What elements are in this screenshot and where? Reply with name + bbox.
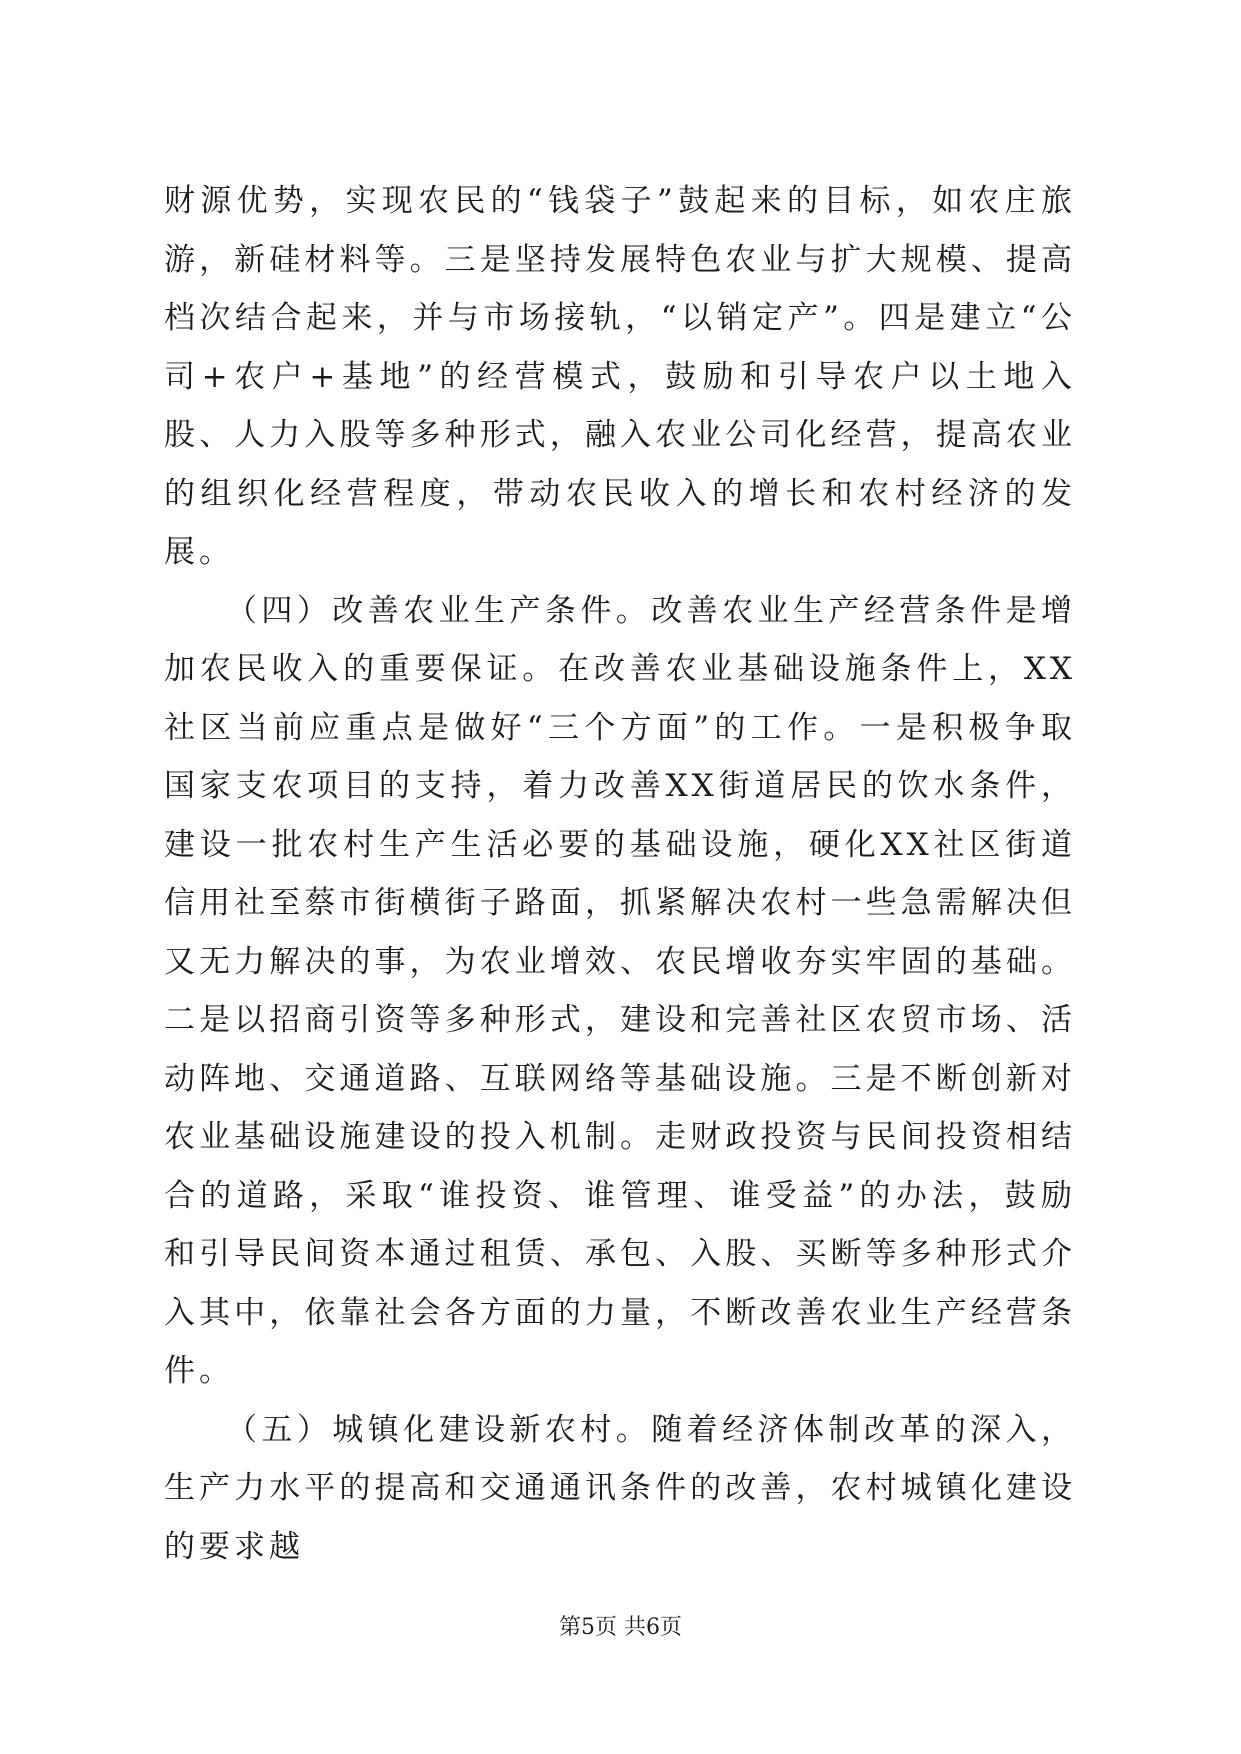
document-body [164, 172, 1076, 1576]
body-paragraph-2: （四）改善农业生产条件。改善农业生产经营条件是增加农民收入的重要保证。在改善农业基础设施条件上，XX社区当前应重点是做好“三个方面”的工作。一是积极争取国家支农项目的支持，着力改善XX街道居民的饮水条件，建设一批农村生产生活必要的基础设施，硬化XX社区街道信用社至蔡市街横街子路面，抓紧解决农村一些急需解决但又无力解决的事，为农业增效、农民增收夯实牢固的基础。二是以招商引资等多种形式，建设和完善社区农贸市场、活动阵地、交通道路、互联网络等基础设施。三是不断创新对农业基础设施建设的投入机制。走财政投资与民间投资相结合的道路，采取“谁投资、谁管理、谁受益”的办法，鼓励和引导民间资本通过租赁、承包、入股、买断等多种形式介入其中，依靠社会各方面的力量，不断改善农业生产经营条件。 [164, 592, 1076, 1389]
body-paragraph-3: （五）城镇化建设新农村。随着经济体制改革的深入，生产力水平的提高和交通通讯条件的改善，农村城镇化建设的要求越 [164, 1411, 1076, 1565]
page-footer: 第5页 共6页 [559, 1615, 682, 1640]
body-paragraph-1: 财源优势，实现农民的“钱袋子”鼓起来的目标，如农庄旅游，新硅材料等。三是坚持发展特色农业与扩大规模、提高档次结合起来，并与市场接轨，“以销定产”。四是建立“公司+农户+基地”的经营模式，鼓励和引导农户以土地入股、人力入股等多种形式，融入农业公司化经营，提高农业的组织化经营程度，带动农民收入的增长和农村经济的发展。 [164, 183, 1076, 570]
